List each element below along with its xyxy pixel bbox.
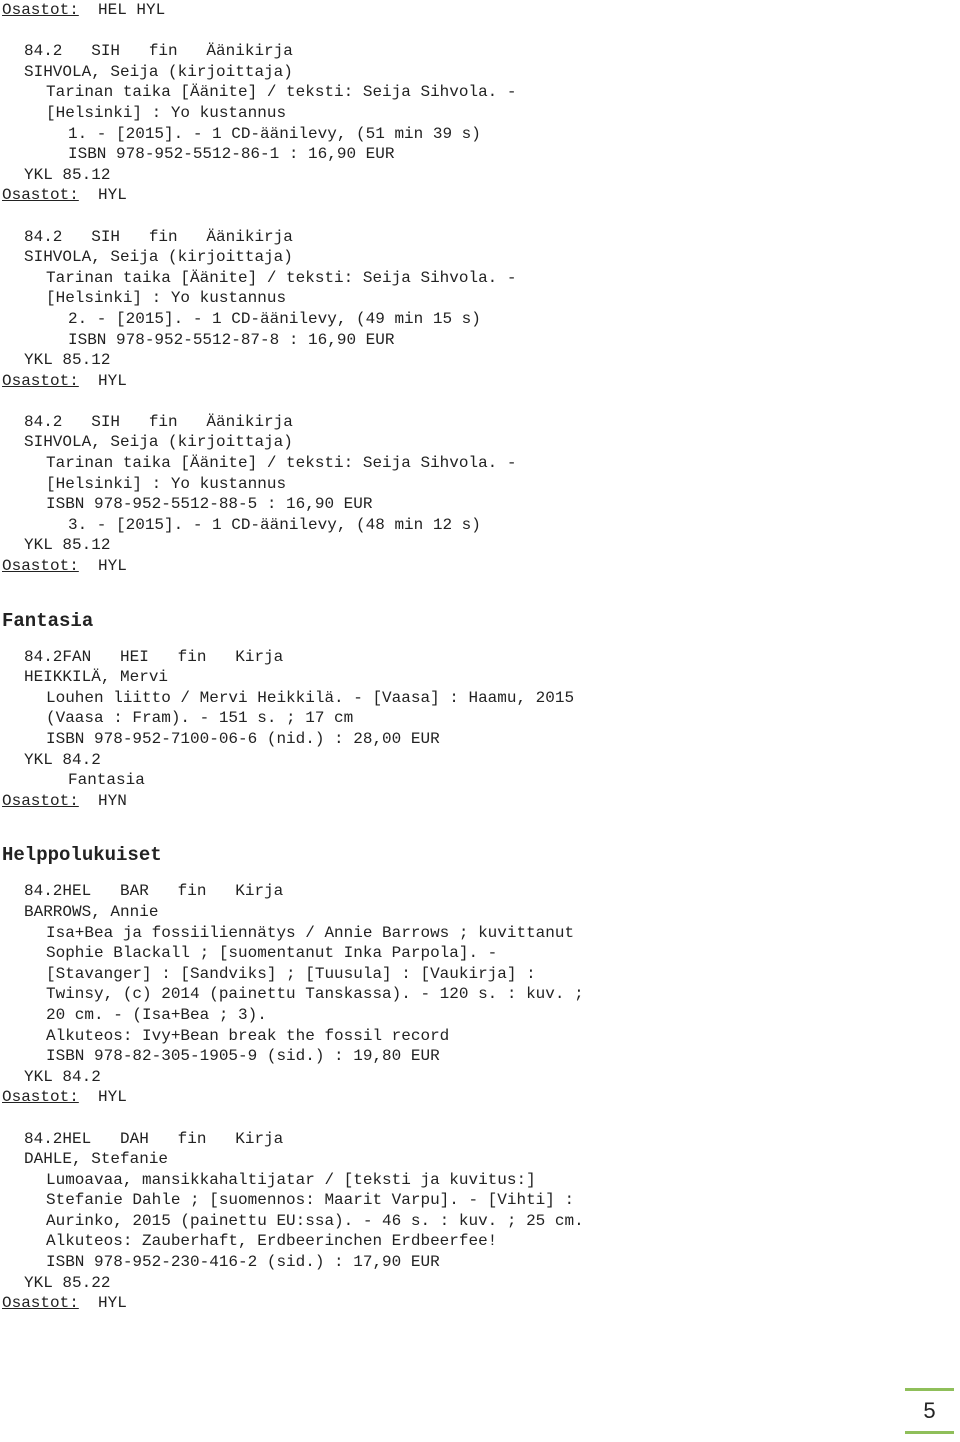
osastot-line — [2, 185, 952, 206]
record-line: Tarinan taika [Äänite] / teksti: Seija Sihvola. - — [46, 83, 517, 102]
catalog-record — [2, 41, 952, 206]
catalog-record — [2, 881, 952, 1108]
record-line: 84.2 SIH fin Äänikirja — [24, 42, 293, 61]
record-line: SIHVOLA, Seija (kirjoittaja) — [24, 62, 293, 81]
record-line: [Stavanger] : [Sandviks] ; [Tuusula] : [Vaukirja] : — [46, 964, 536, 983]
record-line: YKL 85.12 — [24, 536, 111, 555]
record-line: [Helsinki] : Yo kustannus — [46, 103, 287, 122]
record-line: [Helsinki] : Yo kustannus — [46, 474, 287, 493]
record-line: 84.2HEL BAR fin Kirja — [24, 882, 284, 901]
record-line: (Vaasa : Fram). - 151 s. ; 17 cm — [46, 709, 354, 728]
catalog-record — [2, 412, 952, 577]
osastot-value: HYL — [98, 557, 127, 576]
record-line: 84.2HEL DAH fin Kirja — [24, 1129, 284, 1148]
record-line: 84.2 SIH fin Äänikirja — [24, 412, 293, 431]
osastot-label: Osastot: — [2, 371, 79, 390]
record-line: SIHVOLA, Seija (kirjoittaja) — [24, 433, 293, 452]
record-line: 84.2FAN HEI fin Kirja — [24, 647, 284, 666]
record-line: ISBN 978-952-5512-88-5 : 16,90 EUR — [46, 495, 373, 514]
osastot-line — [2, 371, 952, 392]
record-line: ISBN 978-952-5512-86-1 : 16,90 EUR — [68, 145, 395, 164]
record-line: DAHLE, Stefanie — [24, 1150, 169, 1169]
record-line: 1. - [2015]. - 1 CD-äänilevy, (51 min 39 s) — [68, 124, 481, 143]
osastot-label: Osastot: — [2, 1294, 79, 1313]
record-line: ISBN 978-952-7100-06-6 (nid.) : 28,00 EUR — [46, 730, 440, 748]
record-line: [Helsinki] : Yo kustannus — [46, 289, 287, 308]
record-line: Louhen liitto / Mervi Heikkilä. - [Vaasa] : Haamu, 2015 — [46, 688, 575, 707]
record-line: YKL 85.22 — [24, 1273, 111, 1292]
catalog-sections — [2, 21, 952, 1314]
record-line: Aurinko, 2015 (painettu EU:ssa). - 46 s. : kuv. ; 25 cm. — [46, 1211, 584, 1230]
record-line: YKL 84.2 — [24, 1067, 101, 1086]
record-line: Tarinan taika [Äänite] / teksti: Seija Sihvola. - — [46, 454, 517, 473]
osastot-line — [2, 791, 952, 812]
catalog-document — [2, 0, 952, 1314]
record-line: YKL 85.12 — [24, 351, 111, 370]
record-line: Lumoavaa, mansikkahaltijatar / [teksti ja kuvitus:] — [46, 1170, 536, 1189]
osastot-value: HYL — [98, 186, 127, 205]
record-line: 20 cm. - (Isa+Bea ; 3). — [46, 1005, 267, 1024]
osastot-label: Osastot: — [2, 1, 79, 19]
osastot-value: HYL — [98, 371, 127, 390]
record-line: SIHVOLA, Seija (kirjoittaja) — [24, 248, 293, 267]
catalog-record — [2, 1129, 952, 1314]
osastot-label: Osastot: — [2, 186, 79, 205]
osastot-label: Osastot: — [2, 1088, 79, 1107]
osastot-value: HYN — [98, 791, 127, 810]
catalog-record — [2, 647, 952, 812]
record-line: Fantasia — [68, 771, 145, 790]
osastot-line — [2, 1293, 952, 1314]
section-heading: Helppolukuiset — [2, 844, 162, 867]
osastot-value: HEL HYL — [98, 1, 166, 19]
record-line: Sophie Blackall ; [suomentanut Inka Parpola]. - — [46, 944, 498, 963]
record-line: Tarinan taika [Äänite] / teksti: Seija Sihvola. - — [46, 268, 517, 287]
page-number — [905, 1388, 954, 1434]
record-line: Alkuteos: Ivy+Bean break the fossil record — [46, 1026, 450, 1045]
record-line: HEIKKILÄ, Mervi — [24, 668, 169, 687]
osastot-label: Osastot: — [2, 791, 79, 810]
section-heading: Fantasia — [2, 609, 94, 632]
record-line: 3. - [2015]. - 1 CD-äänilevy, (48 min 12 s) — [68, 515, 481, 534]
spacer — [2, 21, 952, 42]
top-osastot-line — [2, 0, 952, 21]
record-line: ISBN 978-952-5512-87-8 : 16,90 EUR — [68, 330, 395, 349]
osastot-label: Osastot: — [2, 557, 79, 576]
osastot-line — [2, 1087, 952, 1108]
osastot-value: HYL — [98, 1294, 127, 1313]
page-number-text: 5 — [923, 1398, 936, 1423]
record-line: ISBN 978-952-230-416-2 (sid.) : 17,90 EUR — [46, 1253, 440, 1272]
record-line: Isa+Bea ja fossiiliennätys / Annie Barrows ; kuvittanut — [46, 923, 575, 942]
record-line: Alkuteos: Zauberhaft, Erdbeerinchen Erdbeerfee! — [46, 1232, 498, 1251]
record-line: ISBN 978-82-305-1905-9 (sid.) : 19,80 EUR — [46, 1047, 440, 1066]
record-line: Stefanie Dahle ; [suomennos: Maarit Varpu]. - [Vihti] : — [46, 1191, 575, 1210]
record-line: 2. - [2015]. - 1 CD-äänilevy, (49 min 15 s) — [68, 309, 481, 328]
spacer — [2, 1108, 952, 1129]
spacer — [2, 391, 952, 412]
record-line: BARROWS, Annie — [24, 902, 159, 921]
osastot-value: HYL — [98, 1088, 127, 1107]
osastot-line — [2, 556, 952, 577]
record-line: Twinsy, (c) 2014 (painettu Tanskassa). - 120 s. : kuv. ; — [46, 985, 584, 1004]
record-line: 84.2 SIH fin Äänikirja — [24, 227, 293, 246]
catalog-record — [2, 227, 952, 392]
record-line: YKL 85.12 — [24, 165, 111, 184]
spacer — [2, 206, 952, 227]
record-line: YKL 84.2 — [24, 750, 101, 769]
